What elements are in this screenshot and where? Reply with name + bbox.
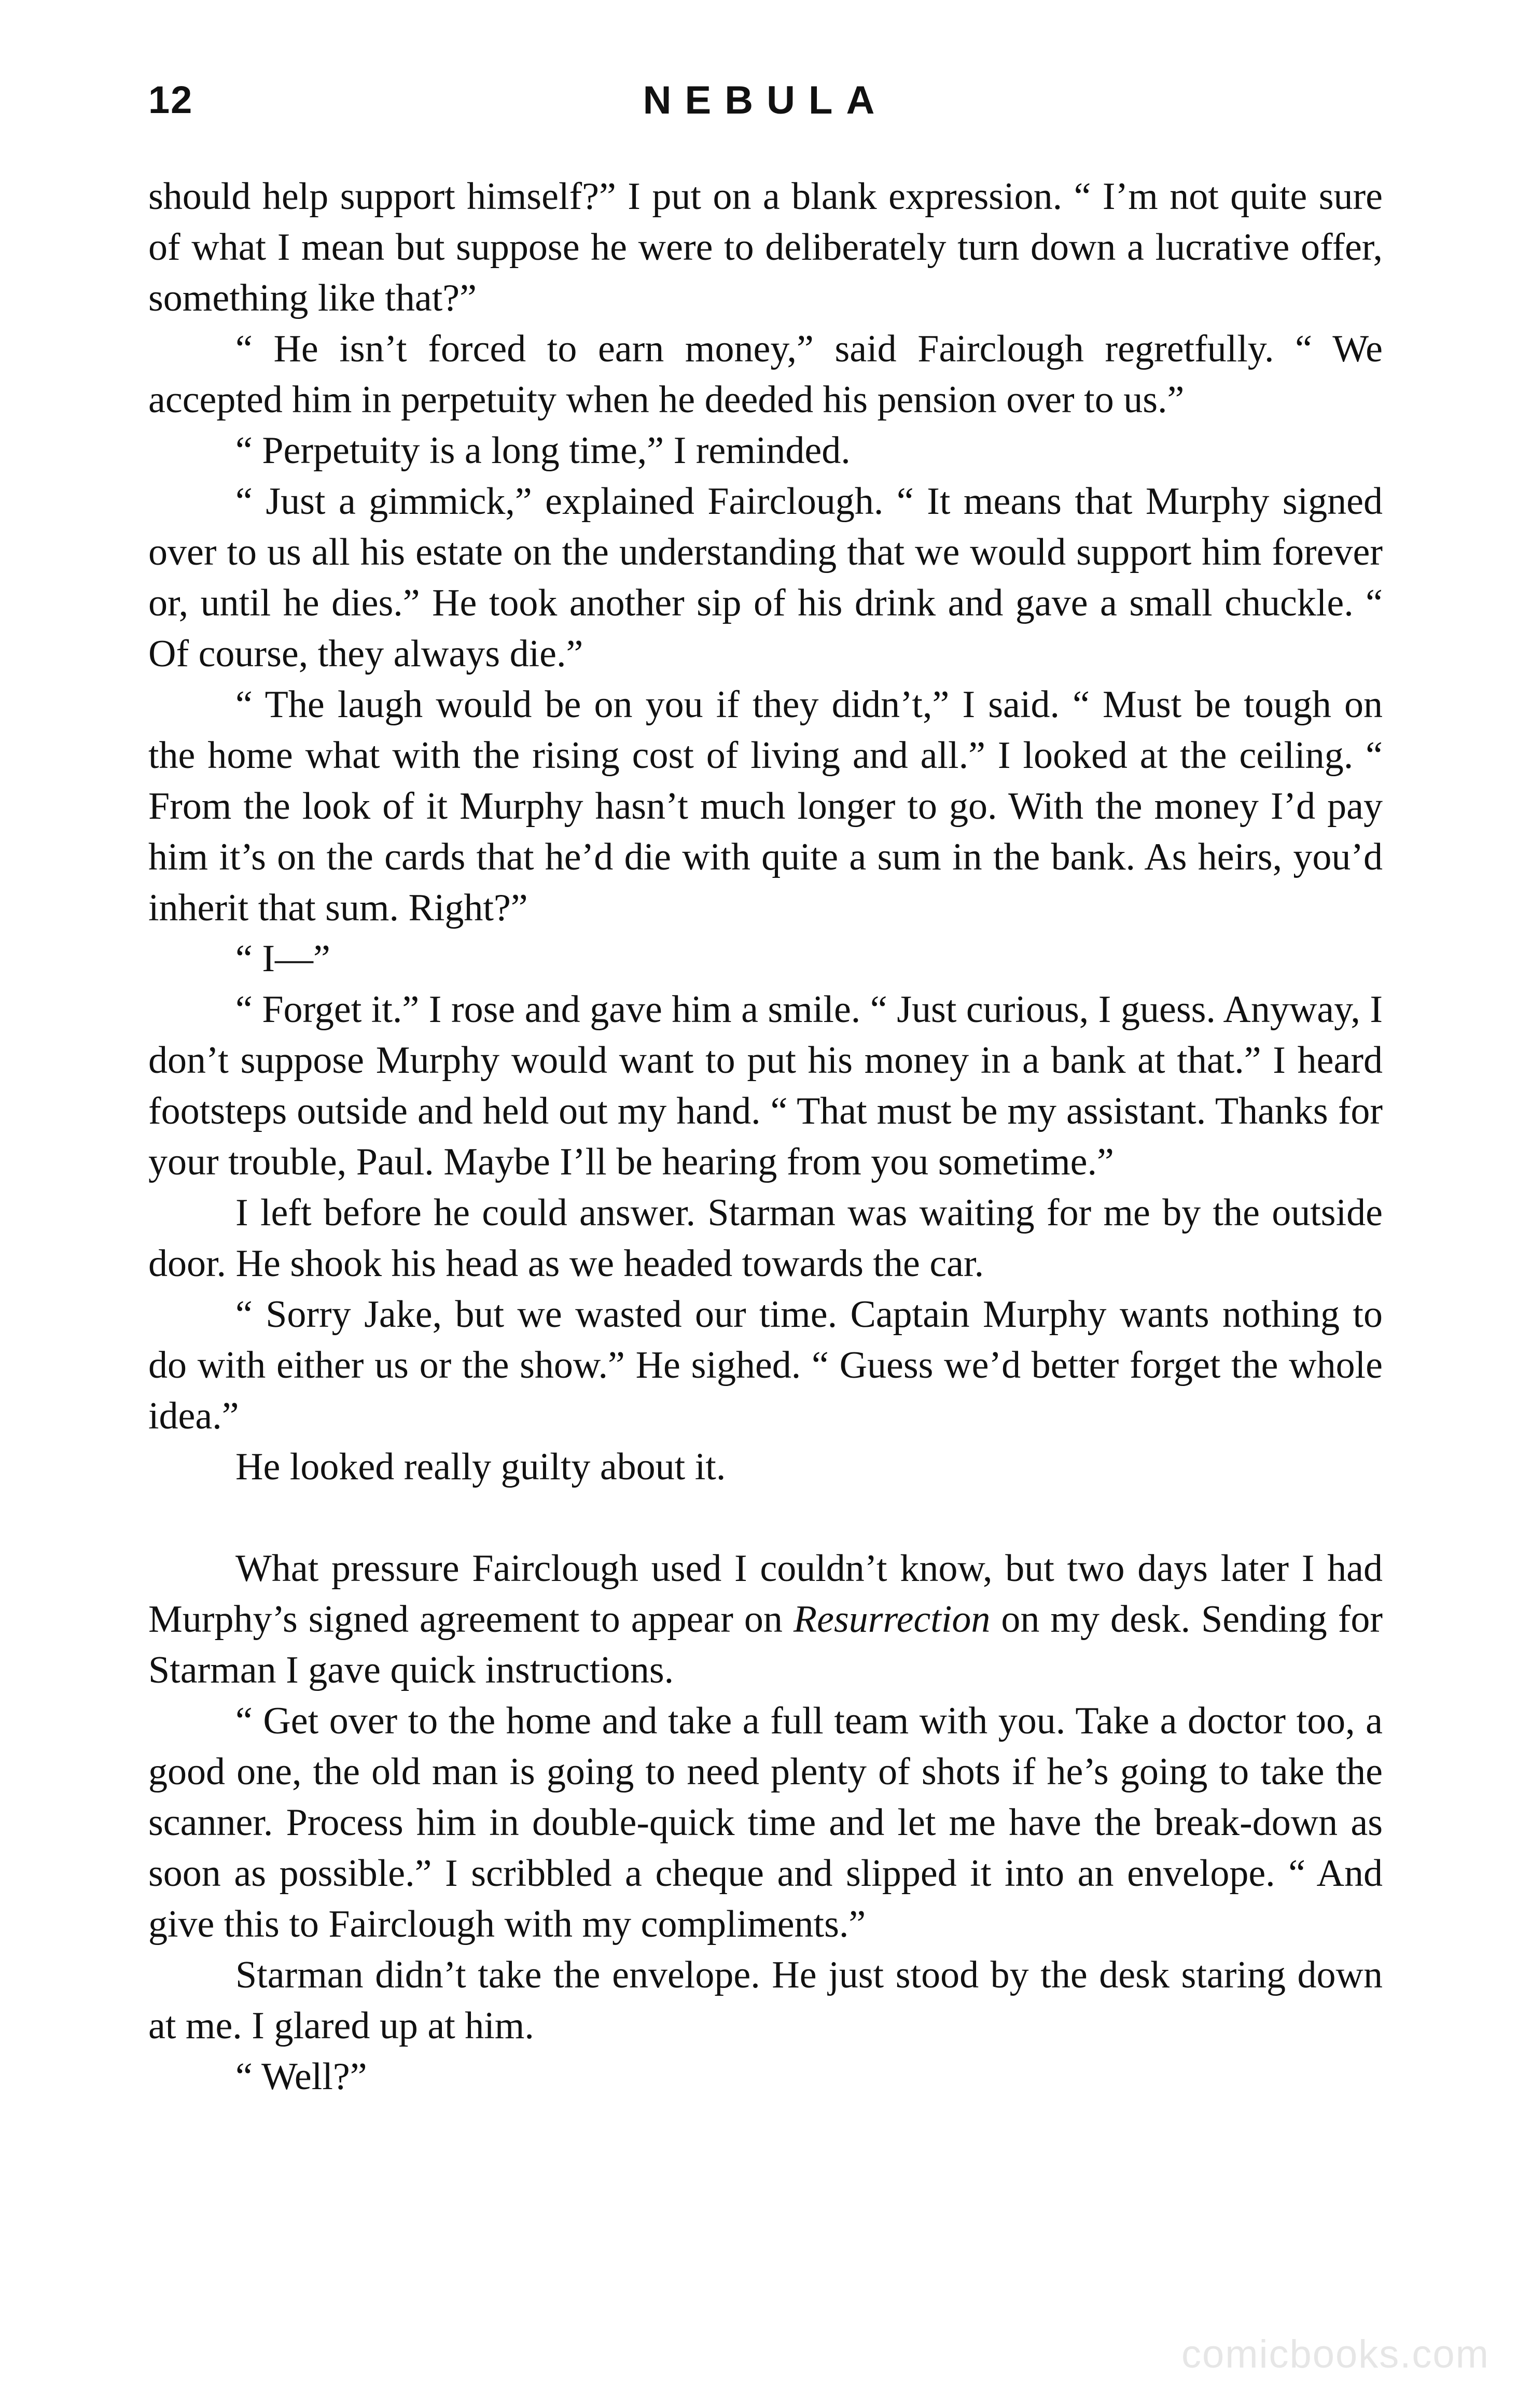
section-break xyxy=(148,1492,1383,1543)
paragraph: He looked really guilty about it. xyxy=(235,1446,726,1488)
paragraph: “ He isn’t forced to earn money,” said Fairclough regretfully. “ We accepted him in perpetuity when he deeded his pension over to us.” xyxy=(148,328,1383,421)
paragraph: “ Get over to the home and take a full team with you. Take a doctor too, a good one, the old man is going to need plenty of shots if he’s going to take the scanner. Process him in double-quick time and let me have the break-down as soon as possible.” I scribbled a cheque and slipped it into an envelope. “ And give this to Fairclough with my compliments.” xyxy=(148,1700,1383,1945)
page-header xyxy=(148,78,1383,140)
paragraph-text: on my desk. Sending for Starman I gave quick instructions. xyxy=(148,1598,1383,1691)
paragraph: “ Forget it.” I rose and gave him a smile. “ Just curious, I guess. Anyway, I don’t suppose Murphy would want to put his money in a bank at that.” I heard footsteps outside and held out my hand. “ That must be my assistant. Thanks for your trouble, Paul. Maybe I’ll be hearing from you sometime.” xyxy=(148,988,1383,1183)
paragraph: should help support himself?” I put on a blank expression. “ I’m not quite sure of what I mean but suppose he were to deliberately turn down a lucrative offer, something like that?” xyxy=(148,175,1383,319)
paragraph: “ Just a gimmick,” explained Fairclough. “ It means that Murphy signed over to us all his estate on the understanding that we would support him forever or, until he dies.” He took another sip of his drink and gave a small chuckle. “ Of course, they always die.” xyxy=(148,480,1383,675)
paragraph: I left before he could answer. Starman was waiting for me by the outside door. He shook his head as we headed towards the car. xyxy=(148,1192,1383,1285)
paragraph: “ Perpetuity is a long time,” I reminded. xyxy=(235,429,851,472)
paragraph xyxy=(148,1543,1383,1696)
paragraph: “ Sorry Jake, but we wasted our time. Captain Murphy wants nothing to do with either us or the show.” He sighed. “ Guess we’d better forget the whole idea.” xyxy=(148,1293,1383,1437)
running-title: NEBULA xyxy=(643,78,888,122)
paragraph: “ Well?” xyxy=(235,2055,367,2098)
paragraph: Starman didn’t take the envelope. He just stood by the desk staring down at me. I glared up at him. xyxy=(148,1954,1383,2047)
show-title: Resurrection xyxy=(793,1598,991,1641)
paragraph-text: What pressure Fairclough used I couldn’t know, but two days later I had Murphy’s signed agreement to appear on xyxy=(148,1547,1383,1641)
story-text xyxy=(148,171,1383,2102)
page-number: 12 xyxy=(148,78,193,121)
watermark: comicbooks.com xyxy=(1181,2332,1490,2376)
paragraph: “ I—” xyxy=(235,937,330,980)
paragraph: “ The laugh would be on you if they didn’t,” I said. “ Must be tough on the home what with the rising cost of living and all.” I looked at the ceiling. “ From the look of it Murphy hasn’t much longer to go. With the money I’d pay him it’s on the cards that he’d die with quite a sum in the bank. As heirs, you’d inherit that sum. Right?” xyxy=(148,683,1383,929)
